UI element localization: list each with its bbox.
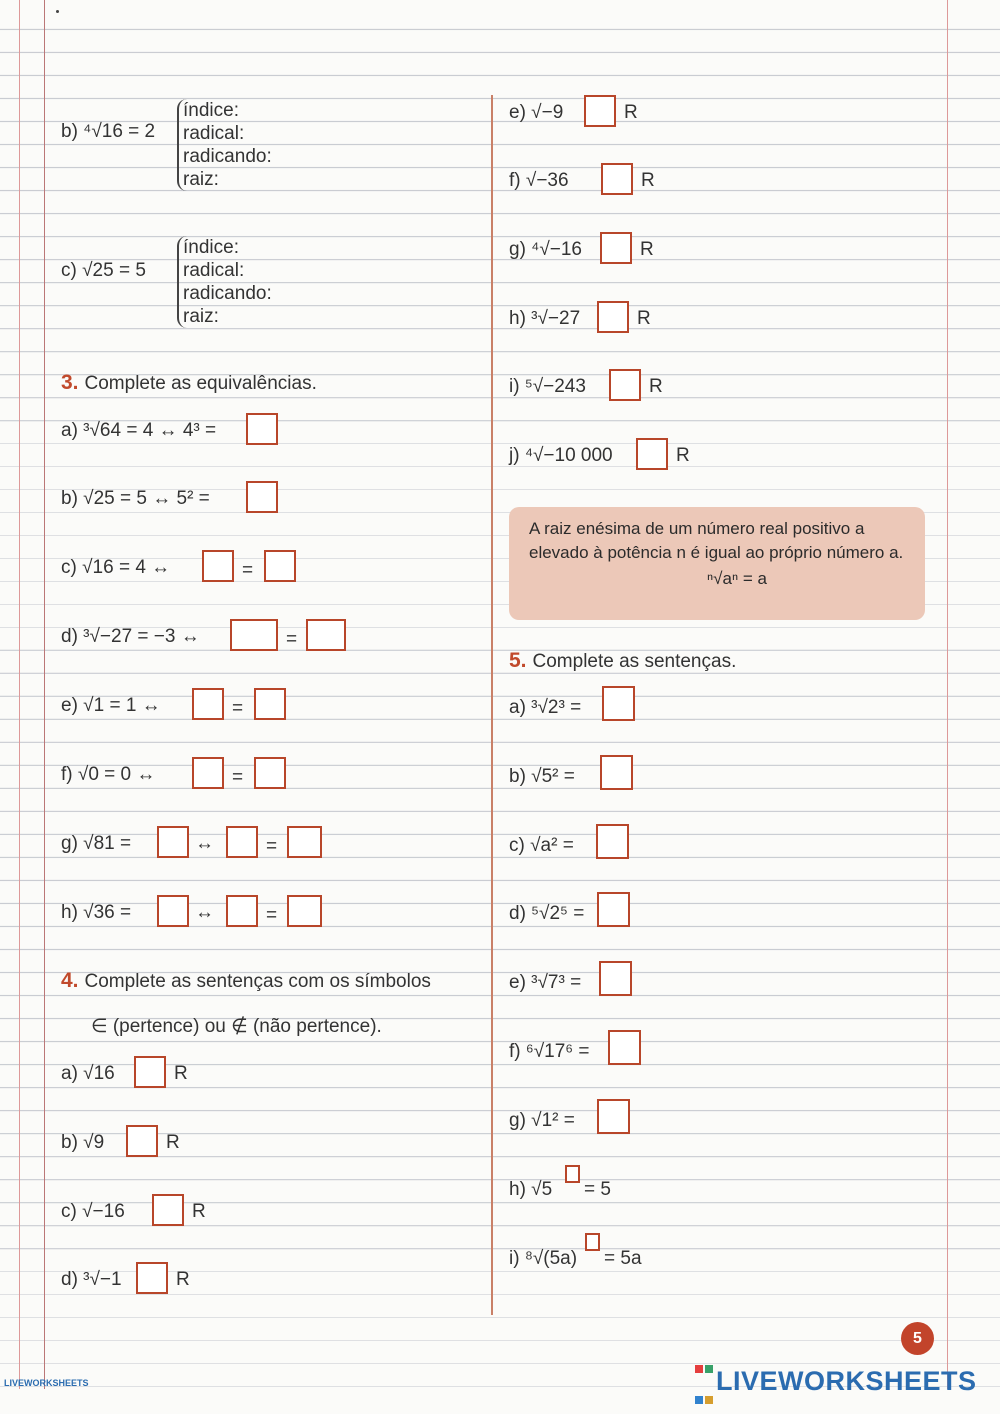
q4-heading [61,969,431,994]
liveworksheets-logo[interactable] [694,1352,977,1414]
left-margin-line-2 [44,0,45,1389]
brace-label-radical: radical: [183,123,245,144]
q5-h-exponent-box[interactable] [565,1165,580,1183]
q4-f-expression: f) √−36 [509,170,569,191]
q4-a-answer-box[interactable] [134,1056,166,1088]
q5-heading [509,649,736,674]
q5-b-answer-box[interactable] [600,755,633,790]
q3-h-answer-box-3[interactable] [287,895,322,927]
q4-a-set: R [174,1063,188,1084]
q3-e-answer-box-2[interactable] [254,688,286,720]
q3-a-answer-box[interactable] [246,413,278,445]
q3-d-answer-box-2[interactable] [306,619,346,651]
q2-c-expression: c) √25 = 5 [61,260,146,281]
q3-g-arrow: ↔ [195,833,214,854]
q4-a-expression: a) √16 [61,1063,115,1084]
q3-heading [61,371,317,396]
q5-number: 5. [509,649,527,672]
column-divider [491,95,493,1315]
q5-c-expression: c) √a² = [509,835,574,856]
page-number-badge: 5 [901,1322,934,1355]
q4-g-set: R [640,239,654,260]
q5-d-expression: d) ⁵√2⁵ = [509,903,585,924]
q4-c-answer-box[interactable] [152,1194,184,1226]
q3-d-equals: = [286,629,298,650]
q3-e-equals: = [232,698,244,719]
q5-i-expression: i) ⁸√(5a) [509,1248,578,1269]
q4-e-set: R [624,102,638,123]
q3-b-answer-box[interactable] [246,481,278,513]
q2-b-brace [177,99,272,191]
q4-title-line-2: ∈ (pertence) ou ∉ (não pertence). [91,1016,382,1037]
rule-note-box [509,507,925,620]
q5-i-result: = 5a [604,1248,642,1269]
brace-label-radicando: radicando: [183,146,272,167]
q4-title: Complete as sentenças com os símbolos [84,971,431,992]
q5-e-answer-box[interactable] [599,961,632,996]
q3-h-expression: h) √36 = [61,902,132,923]
q3-number: 3. [61,371,79,394]
q5-e-expression: e) ³√7³ = [509,972,582,993]
q3-a-expression: a) ³√64 = 4 ↔ 4³ = [61,420,217,441]
q5-g-answer-box[interactable] [597,1099,630,1134]
q4-j-set: R [676,445,690,466]
q4-h-set: R [637,308,651,329]
q3-f-answer-box-1[interactable] [192,757,224,789]
rule-note-text: A raiz enésima de um número real positivo a elevado à potência n é igual ao próprio número a. [529,519,904,562]
right-margin-line [947,0,948,1389]
ink-dot [56,10,59,13]
q4-h-answer-box[interactable] [597,301,629,333]
q4-g-answer-box[interactable] [600,232,632,264]
q3-h-arrow: ↔ [195,902,214,923]
q4-h-expression: h) ³√−27 [509,308,581,329]
q4-j-expression: j) ⁴√−10 000 [509,445,613,466]
q3-h-answer-box-1[interactable] [157,895,189,927]
brace-label-raiz: raiz: [183,169,219,190]
q4-c-set: R [192,1201,206,1222]
q3-c-answer-box-1[interactable] [202,550,234,582]
q3-title: Complete as equivalências. [84,373,317,394]
q5-d-answer-box[interactable] [597,892,630,927]
liveworksheets-logo-text: LIVEWORKSHEETS [716,1366,977,1397]
q5-a-expression: a) ³√2³ = [509,697,582,718]
q3-f-answer-box-2[interactable] [254,757,286,789]
q3-f-equals: = [232,767,244,788]
q5-g-expression: g) √1² = [509,1110,575,1131]
q4-i-set: R [649,376,663,397]
q4-f-set: R [641,170,655,191]
q3-c-expression: c) √16 = 4 ↔ [61,557,171,578]
left-margin-line [19,0,20,1389]
q3-g-answer-box-2[interactable] [226,826,258,858]
q5-i-exponent-box[interactable] [585,1233,600,1251]
q4-c-expression: c) √−16 [61,1201,125,1222]
q4-f-answer-box[interactable] [601,163,633,195]
q3-e-expression: e) √1 = 1 ↔ [61,695,161,716]
q5-f-answer-box[interactable] [608,1030,641,1065]
q3-c-equals: = [242,560,254,581]
rule-note-formula: ⁿ√aⁿ = a [706,569,767,588]
q4-d-answer-box[interactable] [136,1262,168,1294]
q3-e-answer-box-1[interactable] [192,688,224,720]
q3-g-expression: g) √81 = [61,833,132,854]
q2-b-expression: b) ⁴√16 = 2 [61,121,156,142]
q3-d-expression: d) ³√−27 = −3 ↔ [61,626,200,647]
q4-e-answer-box[interactable] [584,95,616,127]
q3-f-expression: f) √0 = 0 ↔ [61,764,156,785]
q3-b-expression: b) √25 = 5 ↔ 5² = [61,488,210,509]
q5-a-answer-box[interactable] [602,686,635,721]
q4-b-expression: b) √9 [61,1132,105,1153]
q2-c-brace [177,236,272,328]
q4-i-expression: i) ⁵√−243 [509,376,586,397]
brace-label-radical: radical: [183,260,245,281]
brace-label-raiz: raiz: [183,306,219,327]
q4-g-expression: g) ⁴√−16 [509,239,582,260]
brace-label-indice: índice: [183,237,239,258]
logo-blocks-icon [694,1352,716,1414]
liveworksheets-small-logo: LIVEWORKSHEETS [4,1378,89,1388]
q3-d-answer-box-1[interactable] [230,619,278,651]
q5-h-expression: h) √5 [509,1179,553,1200]
q4-b-set: R [166,1132,180,1153]
q5-h-result: = 5 [584,1179,611,1200]
q4-b-answer-box[interactable] [126,1125,158,1157]
q4-d-set: R [176,1269,190,1290]
q3-g-equals: = [266,836,278,857]
brace-label-indice: índice: [183,100,239,121]
q4-d-expression: d) ³√−1 [61,1269,122,1290]
q3-h-answer-box-2[interactable] [226,895,258,927]
q4-number: 4. [61,969,79,992]
q5-c-answer-box[interactable] [596,824,629,859]
q4-e-expression: e) √−9 [509,102,564,123]
brace-label-radicando: radicando: [183,283,272,304]
q3-g-answer-box-3[interactable] [287,826,322,858]
q4-j-answer-box[interactable] [636,438,668,470]
q3-c-answer-box-2[interactable] [264,550,296,582]
q5-f-expression: f) ⁶√17⁶ = [509,1041,590,1062]
q4-i-answer-box[interactable] [609,369,641,401]
q5-title: Complete as sentenças. [532,651,737,672]
q3-h-equals: = [266,905,278,926]
q3-g-answer-box-1[interactable] [157,826,189,858]
q5-b-expression: b) √5² = [509,766,575,787]
